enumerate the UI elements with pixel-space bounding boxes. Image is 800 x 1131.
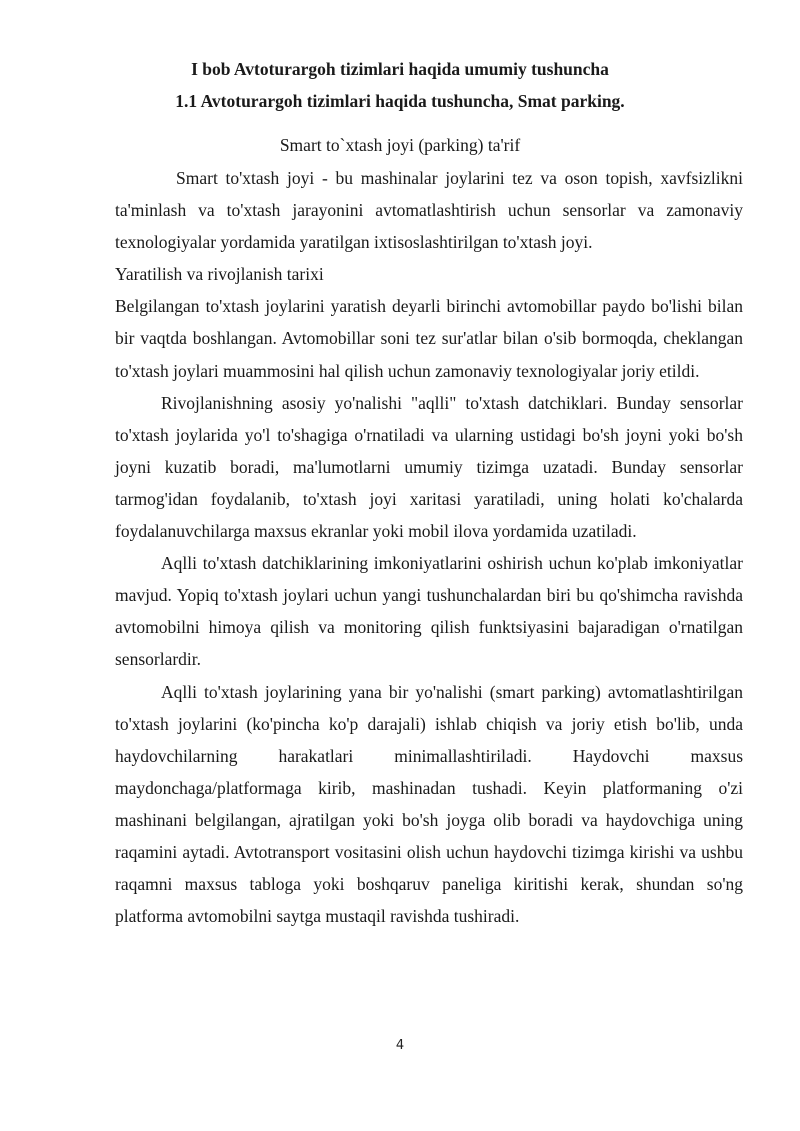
section-subtitle: Smart to`xtash joyi (parking) ta'rif [279, 135, 521, 155]
section-heading: 1.1 Avtoturargoh tizimlari haqida tushuncha, Smat parking. [175, 91, 625, 111]
paragraph-history: Belgilangan to'xtash joylarini yaratish deyarli birinchi avtomobillar paydo bo'lishi bilan bir vaqtda boshlangan. Avtomobillar soni tez sur'atlar bilan o'sib bormoqda, cheklangan to'xtash joylari muammosini hal qilish uchun zamonaviy texnologiyalar joriy etildi. [115, 296, 743, 381]
body-text [115, 162, 743, 932]
chapter-heading: I bob Avtoturargoh tizimlari haqida umumiy tushuncha [191, 59, 609, 79]
paragraph-definition: Smart to'xtash joyi - bu mashinalar joylarini tez va oson topish, xavfsizlikni ta'minlash va to'xtash jarayonini avtomatlashtirish uchun sensorlar va zamonaviy texnologiyalar yordamida yaratilgan ixtisoslashtirilgan to'xtash joyi. [115, 168, 743, 253]
paragraph-history-heading: Yaratilish va rivojlanish tarixi [115, 264, 324, 285]
paragraph-capabilities: Aqlli to'xtash datchiklarining imkoniyatlarini oshirish uchun ko'plab imkoniyatlar mavjud. Yopiq to'xtash joylari uchun yangi tushunchalardan biri bu qo'shimcha ravishda avtomobilni himoya qilish va monitoring qilish funktsiyasini bajaradigan o'rnatilgan sensorlardir. [115, 553, 743, 670]
paragraph-automated-parking: Aqlli to'xtash joylarining yana bir yo'nalishi (smart parking) avtomatlashtirilgan to'xtash joylarini (ko'pincha ko'p darajali) ishlab chiqish va joriy etish bo'lib, unda haydovchilarning harakatlari minimallashtiriladi. Haydovchi maxsus maydonchaga/platformaga kirib, mashinadan tushadi. Keyin platformaning o'zi mashinani belgilangan, ajratilgan yoki bo'sh joyga olib boradi va haydovchiga uning raqamini aytadi. Avtotransport vositasini olish uchun haydovchi tizimga kirishi va ushbu raqamni maxsus tabloga yoki boshqaruv paneliga kiritishi kerak, shundan so'ng platforma avtomobilni saytga mustaqil ravishda tushiradi. [115, 681, 743, 927]
page-number: 4 [395, 1038, 405, 1053]
paragraph-sensors: Rivojlanishning asosiy yo'nalishi "aqlli" to'xtash datchiklari. Bunday sensorlar to'xtash joylarida yo'l to'shagiga o'rnatiladi va ularning ustidagi bo'sh joyni yoki bo'sh joyni kuzatib boradi, ma'lumotlarni umumiy tizimga uzatadi. Bunday sensorlar tarmog'idan foydalanib, to'xtash joyi xaritasi yaratiladi, uning holati ko'chalarda foydalanuvchilarga maxsus ekranlar yoki mobil ilova yordamida uzatiladi. [115, 392, 743, 542]
